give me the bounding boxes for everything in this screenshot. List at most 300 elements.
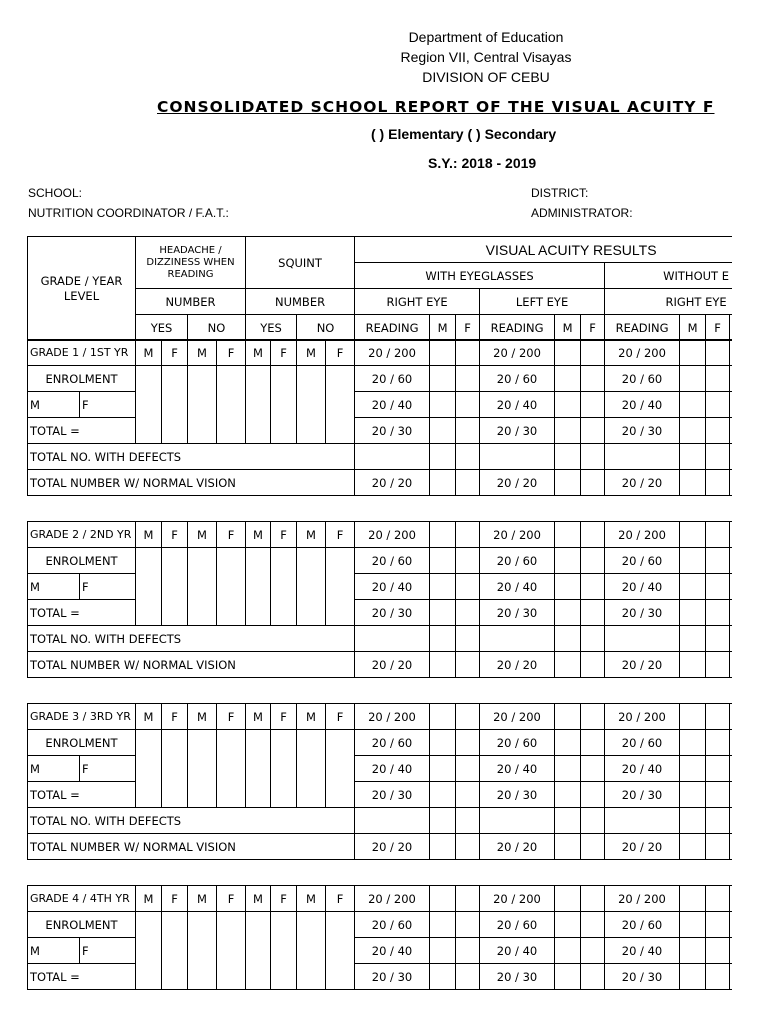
count-cell[interactable] bbox=[730, 652, 732, 678]
count-cell[interactable] bbox=[706, 470, 730, 496]
count-cell[interactable] bbox=[706, 912, 730, 938]
enrolment-m-label: M bbox=[28, 574, 80, 600]
count-cell[interactable] bbox=[555, 392, 581, 418]
count-cell[interactable] bbox=[680, 444, 706, 470]
count-cell[interactable] bbox=[271, 366, 297, 444]
m-cell: M bbox=[297, 522, 326, 548]
count-cell[interactable] bbox=[217, 548, 246, 626]
reading-cell: 20 / 30 bbox=[355, 782, 430, 808]
count-cell[interactable] bbox=[680, 340, 706, 366]
reading-cell: 20 / 40 bbox=[355, 574, 430, 600]
administrator-field: ADMINISTRATOR: bbox=[531, 206, 633, 220]
count-cell[interactable] bbox=[480, 626, 555, 652]
count-cell[interactable] bbox=[581, 574, 605, 600]
count-cell[interactable] bbox=[680, 782, 706, 808]
count-cell[interactable] bbox=[430, 574, 456, 600]
count-cell[interactable] bbox=[555, 756, 581, 782]
count-cell[interactable] bbox=[217, 912, 246, 990]
reading-cell: 20 / 60 bbox=[605, 730, 680, 756]
count-cell[interactable] bbox=[581, 600, 605, 626]
reading-cell: 20 / 40 bbox=[480, 574, 555, 600]
count-cell[interactable] bbox=[430, 626, 456, 652]
results-header: VISUAL ACUITY RESULTS bbox=[355, 237, 732, 263]
count-cell[interactable] bbox=[680, 626, 706, 652]
count-cell[interactable] bbox=[706, 756, 730, 782]
count-cell[interactable] bbox=[456, 834, 480, 860]
count-cell[interactable] bbox=[217, 730, 246, 808]
f-cell: F bbox=[326, 886, 355, 912]
without-glasses-header: WITHOUT E bbox=[605, 263, 732, 289]
reading-cell: 20 / 40 bbox=[355, 756, 430, 782]
count-cell[interactable] bbox=[581, 392, 605, 418]
count-cell[interactable] bbox=[730, 392, 732, 418]
reading-cell: 20 / 60 bbox=[480, 548, 555, 574]
count-cell[interactable] bbox=[555, 730, 581, 756]
count-cell[interactable] bbox=[456, 418, 480, 444]
f-cell: F bbox=[217, 340, 246, 366]
count-cell[interactable] bbox=[162, 548, 188, 626]
count-cell[interactable] bbox=[706, 938, 730, 964]
count-cell[interactable] bbox=[430, 418, 456, 444]
coordinator-field: NUTRITION COORDINATOR / F.A.T.: bbox=[28, 206, 229, 220]
defects-label: TOTAL NO. WITH DEFECTS bbox=[28, 444, 355, 470]
count-cell[interactable] bbox=[581, 366, 605, 392]
count-cell[interactable] bbox=[456, 340, 480, 366]
m-header: M bbox=[680, 315, 706, 341]
count-cell[interactable] bbox=[162, 912, 188, 990]
count-cell[interactable] bbox=[730, 808, 733, 834]
extra-cell bbox=[730, 315, 732, 341]
count-cell[interactable] bbox=[730, 834, 733, 860]
f-cell: F bbox=[162, 886, 188, 912]
count-cell[interactable] bbox=[581, 782, 605, 808]
headache-number-header: NUMBER bbox=[136, 289, 246, 315]
report-title: CONSOLIDATED SCHOOL REPORT OF THE VISUAL ACUITY F bbox=[157, 98, 715, 116]
count-cell[interactable] bbox=[706, 964, 730, 990]
reading-cell: 20 / 60 bbox=[605, 548, 680, 574]
count-cell[interactable] bbox=[680, 652, 706, 678]
count-cell[interactable] bbox=[730, 626, 732, 652]
count-cell[interactable] bbox=[730, 912, 733, 938]
total-label: TOTAL = bbox=[28, 782, 136, 808]
f-cell: F bbox=[162, 704, 188, 730]
count-cell[interactable] bbox=[680, 886, 706, 912]
count-cell[interactable] bbox=[430, 938, 456, 964]
count-cell[interactable] bbox=[246, 366, 271, 444]
count-cell[interactable] bbox=[680, 912, 706, 938]
count-cell[interactable] bbox=[555, 470, 581, 496]
with-left-eye-header: LEFT EYE bbox=[480, 289, 605, 315]
grade-table bbox=[27, 521, 732, 678]
m-cell: M bbox=[246, 886, 271, 912]
count-cell[interactable] bbox=[680, 834, 706, 860]
count-cell[interactable] bbox=[706, 392, 730, 418]
count-cell[interactable] bbox=[555, 938, 581, 964]
count-cell[interactable] bbox=[456, 626, 480, 652]
count-cell[interactable] bbox=[680, 756, 706, 782]
reading-header: READING bbox=[605, 315, 680, 341]
reading-cell: 20 / 60 bbox=[355, 730, 430, 756]
count-cell[interactable] bbox=[680, 522, 706, 548]
count-cell[interactable] bbox=[355, 626, 430, 652]
count-cell[interactable] bbox=[581, 522, 605, 548]
count-cell[interactable] bbox=[430, 912, 456, 938]
count-cell[interactable] bbox=[271, 548, 297, 626]
m-cell: M bbox=[188, 340, 217, 366]
count-cell[interactable] bbox=[430, 444, 456, 470]
count-cell[interactable] bbox=[430, 964, 456, 990]
total-label: TOTAL = bbox=[28, 600, 136, 626]
count-cell[interactable] bbox=[430, 600, 456, 626]
count-cell[interactable] bbox=[430, 886, 456, 912]
count-cell[interactable] bbox=[706, 834, 730, 860]
count-cell[interactable] bbox=[730, 756, 733, 782]
count-cell[interactable] bbox=[581, 444, 605, 470]
count-cell[interactable] bbox=[430, 652, 456, 678]
count-cell[interactable] bbox=[430, 704, 456, 730]
count-cell[interactable] bbox=[271, 730, 297, 808]
count-cell[interactable] bbox=[730, 366, 732, 392]
reading-cell: 20 / 200 bbox=[480, 340, 555, 366]
m-cell: M bbox=[136, 340, 162, 366]
count-cell[interactable] bbox=[555, 574, 581, 600]
f-header: F bbox=[581, 315, 605, 341]
count-cell[interactable] bbox=[680, 730, 706, 756]
count-cell[interactable] bbox=[680, 600, 706, 626]
count-cell[interactable] bbox=[680, 704, 706, 730]
count-cell[interactable] bbox=[555, 418, 581, 444]
reading-cell: 20 / 20 bbox=[605, 652, 680, 678]
count-cell[interactable] bbox=[456, 600, 480, 626]
count-cell[interactable] bbox=[188, 912, 217, 990]
count-cell[interactable] bbox=[706, 366, 730, 392]
grade-label: GRADE 4 / 4TH YR bbox=[28, 886, 136, 912]
count-cell[interactable] bbox=[555, 340, 581, 366]
reading-cell: 20 / 30 bbox=[480, 782, 555, 808]
count-cell[interactable] bbox=[456, 730, 480, 756]
reading-cell: 20 / 30 bbox=[480, 964, 555, 990]
headache-yes-header: YES bbox=[136, 315, 188, 341]
f-cell: F bbox=[217, 522, 246, 548]
m-cell: M bbox=[188, 886, 217, 912]
count-cell[interactable] bbox=[706, 522, 730, 548]
count-cell[interactable] bbox=[555, 548, 581, 574]
count-cell[interactable] bbox=[706, 418, 730, 444]
m-cell: M bbox=[136, 704, 162, 730]
reading-cell: 20 / 60 bbox=[355, 548, 430, 574]
count-cell[interactable] bbox=[136, 912, 162, 990]
count-cell[interactable] bbox=[326, 366, 355, 444]
reading-cell: 20 / 200 bbox=[355, 886, 430, 912]
count-cell[interactable] bbox=[456, 366, 480, 392]
count-cell[interactable] bbox=[188, 730, 217, 808]
count-cell[interactable] bbox=[456, 392, 480, 418]
reading-cell: 20 / 20 bbox=[605, 834, 680, 860]
count-cell[interactable] bbox=[555, 600, 581, 626]
count-cell[interactable] bbox=[430, 366, 456, 392]
count-cell[interactable] bbox=[188, 366, 217, 444]
count-cell[interactable] bbox=[730, 470, 732, 496]
count-cell[interactable] bbox=[355, 444, 430, 470]
count-cell[interactable] bbox=[730, 704, 733, 730]
count-cell[interactable] bbox=[605, 626, 680, 652]
count-cell[interactable] bbox=[456, 782, 480, 808]
m-cell: M bbox=[188, 522, 217, 548]
reading-cell: 20 / 40 bbox=[480, 392, 555, 418]
reading-header: READING bbox=[480, 315, 555, 341]
total-label: TOTAL = bbox=[28, 964, 136, 990]
count-cell[interactable] bbox=[555, 366, 581, 392]
count-cell[interactable] bbox=[271, 912, 297, 990]
count-cell[interactable] bbox=[456, 704, 480, 730]
count-cell[interactable] bbox=[706, 886, 730, 912]
count-cell[interactable] bbox=[555, 964, 581, 990]
defects-label: TOTAL NO. WITH DEFECTS bbox=[28, 626, 355, 652]
count-cell[interactable] bbox=[136, 730, 162, 808]
school-field: SCHOOL: bbox=[28, 186, 83, 200]
enrolment-f-label: F bbox=[80, 756, 136, 782]
count-cell[interactable] bbox=[581, 834, 605, 860]
count-cell[interactable] bbox=[730, 600, 732, 626]
count-cell[interactable] bbox=[730, 574, 732, 600]
reading-cell: 20 / 30 bbox=[355, 418, 430, 444]
m-cell: M bbox=[188, 704, 217, 730]
count-cell[interactable] bbox=[430, 782, 456, 808]
count-cell[interactable] bbox=[246, 548, 271, 626]
enrolment-m-label: M bbox=[28, 756, 80, 782]
reading-cell: 20 / 200 bbox=[480, 886, 555, 912]
count-cell[interactable] bbox=[555, 808, 581, 834]
reading-cell: 20 / 60 bbox=[605, 912, 680, 938]
count-cell[interactable] bbox=[680, 392, 706, 418]
enrolment-f-label: F bbox=[80, 574, 136, 600]
count-cell[interactable] bbox=[456, 756, 480, 782]
count-cell[interactable] bbox=[581, 756, 605, 782]
reading-cell: 20 / 200 bbox=[355, 340, 430, 366]
count-cell[interactable] bbox=[730, 548, 732, 574]
count-cell[interactable] bbox=[555, 444, 581, 470]
enrolment-label: ENROLMENT bbox=[28, 730, 136, 756]
count-cell[interactable] bbox=[297, 366, 326, 444]
f-cell: F bbox=[271, 886, 297, 912]
count-cell[interactable] bbox=[430, 392, 456, 418]
count-cell[interactable] bbox=[706, 782, 730, 808]
grade-table bbox=[27, 703, 732, 860]
enrolment-label: ENROLMENT bbox=[28, 912, 136, 938]
count-cell[interactable] bbox=[706, 730, 730, 756]
count-cell[interactable] bbox=[680, 808, 706, 834]
count-cell[interactable] bbox=[430, 340, 456, 366]
reading-cell: 20 / 60 bbox=[605, 366, 680, 392]
count-cell[interactable] bbox=[581, 418, 605, 444]
count-cell[interactable] bbox=[605, 444, 680, 470]
count-cell[interactable] bbox=[730, 522, 732, 548]
with-glasses-header: WITH EYEGLASSES bbox=[355, 263, 605, 289]
squint-yes-header: YES bbox=[246, 315, 297, 341]
count-cell[interactable] bbox=[456, 652, 480, 678]
count-cell[interactable] bbox=[456, 470, 480, 496]
count-cell[interactable] bbox=[136, 548, 162, 626]
count-cell[interactable] bbox=[456, 444, 480, 470]
headache-no-header: NO bbox=[188, 315, 246, 341]
count-cell[interactable] bbox=[581, 808, 605, 834]
count-cell[interactable] bbox=[680, 964, 706, 990]
count-cell[interactable] bbox=[581, 470, 605, 496]
count-cell[interactable] bbox=[680, 574, 706, 600]
count-cell[interactable] bbox=[456, 808, 480, 834]
reading-cell: 20 / 20 bbox=[480, 834, 555, 860]
count-cell[interactable] bbox=[297, 548, 326, 626]
count-cell[interactable] bbox=[430, 522, 456, 548]
count-cell[interactable] bbox=[162, 366, 188, 444]
defects-label: TOTAL NO. WITH DEFECTS bbox=[28, 808, 355, 834]
count-cell[interactable] bbox=[456, 912, 480, 938]
count-cell[interactable] bbox=[246, 730, 271, 808]
f-cell: F bbox=[217, 704, 246, 730]
district-field: DISTRICT: bbox=[531, 186, 589, 200]
count-cell[interactable] bbox=[581, 886, 605, 912]
reading-cell: 20 / 60 bbox=[480, 730, 555, 756]
reading-cell: 20 / 60 bbox=[480, 912, 555, 938]
count-cell[interactable] bbox=[730, 418, 732, 444]
m-cell: M bbox=[297, 340, 326, 366]
count-cell[interactable] bbox=[555, 522, 581, 548]
normal-vision-label: TOTAL NUMBER W/ NORMAL VISION bbox=[28, 834, 355, 860]
count-cell[interactable] bbox=[326, 730, 355, 808]
count-cell[interactable] bbox=[430, 756, 456, 782]
enrolment-f-label: F bbox=[80, 392, 136, 418]
reading-cell: 20 / 30 bbox=[355, 964, 430, 990]
count-cell[interactable] bbox=[480, 808, 555, 834]
reading-cell: 20 / 60 bbox=[355, 366, 430, 392]
count-cell[interactable] bbox=[326, 912, 355, 990]
grade-table bbox=[27, 339, 732, 496]
region-name: Region VII, Central Visayas bbox=[400, 49, 572, 65]
reading-cell: 20 / 30 bbox=[480, 600, 555, 626]
count-cell[interactable] bbox=[730, 444, 732, 470]
count-cell[interactable] bbox=[730, 938, 733, 964]
m-cell: M bbox=[297, 886, 326, 912]
count-cell[interactable] bbox=[730, 886, 733, 912]
count-cell[interactable] bbox=[581, 548, 605, 574]
count-cell[interactable] bbox=[706, 548, 730, 574]
count-cell[interactable] bbox=[555, 782, 581, 808]
count-cell[interactable] bbox=[456, 938, 480, 964]
count-cell[interactable] bbox=[706, 626, 730, 652]
count-cell[interactable] bbox=[706, 600, 730, 626]
reading-cell: 20 / 40 bbox=[480, 938, 555, 964]
count-cell[interactable] bbox=[581, 704, 605, 730]
count-cell[interactable] bbox=[297, 730, 326, 808]
reading-cell: 20 / 200 bbox=[605, 340, 680, 366]
count-cell[interactable] bbox=[706, 444, 730, 470]
count-cell[interactable] bbox=[555, 704, 581, 730]
count-cell[interactable] bbox=[706, 340, 730, 366]
count-cell[interactable] bbox=[581, 938, 605, 964]
count-cell[interactable] bbox=[730, 782, 733, 808]
reading-cell: 20 / 60 bbox=[480, 366, 555, 392]
count-cell[interactable] bbox=[605, 808, 680, 834]
squint-number-header: NUMBER bbox=[246, 289, 355, 315]
f-cell: F bbox=[271, 522, 297, 548]
count-cell[interactable] bbox=[480, 444, 555, 470]
count-cell[interactable] bbox=[706, 652, 730, 678]
reading-cell: 20 / 20 bbox=[480, 652, 555, 678]
count-cell[interactable] bbox=[555, 912, 581, 938]
count-cell[interactable] bbox=[555, 652, 581, 678]
count-cell[interactable] bbox=[680, 470, 706, 496]
count-cell[interactable] bbox=[730, 340, 732, 366]
count-cell[interactable] bbox=[581, 626, 605, 652]
count-cell[interactable] bbox=[706, 704, 730, 730]
count-cell[interactable] bbox=[581, 912, 605, 938]
count-cell[interactable] bbox=[136, 366, 162, 444]
count-cell[interactable] bbox=[730, 730, 733, 756]
count-cell[interactable] bbox=[430, 730, 456, 756]
count-cell[interactable] bbox=[706, 574, 730, 600]
count-cell[interactable] bbox=[581, 964, 605, 990]
count-cell[interactable] bbox=[456, 522, 480, 548]
count-cell[interactable] bbox=[706, 808, 730, 834]
enrolment-label: ENROLMENT bbox=[28, 548, 136, 574]
m-cell: M bbox=[136, 522, 162, 548]
count-cell[interactable] bbox=[680, 548, 706, 574]
school-year: S.Y.: 2018 - 2019 bbox=[428, 155, 537, 171]
count-cell[interactable] bbox=[581, 340, 605, 366]
grade-level-header: GRADE / YEAR LEVEL bbox=[28, 237, 136, 341]
count-cell[interactable] bbox=[680, 366, 706, 392]
count-cell[interactable] bbox=[680, 938, 706, 964]
count-cell[interactable] bbox=[188, 548, 217, 626]
count-cell[interactable] bbox=[581, 730, 605, 756]
grade-label: GRADE 3 / 3RD YR bbox=[28, 704, 136, 730]
without-right-eye-header: RIGHT EYE bbox=[605, 289, 732, 315]
squint-header: SQUINT bbox=[246, 237, 355, 289]
count-cell[interactable] bbox=[555, 886, 581, 912]
count-cell[interactable] bbox=[326, 548, 355, 626]
f-cell: F bbox=[326, 340, 355, 366]
reading-cell: 20 / 40 bbox=[605, 392, 680, 418]
reading-cell: 20 / 60 bbox=[355, 912, 430, 938]
grade-table bbox=[27, 885, 732, 990]
count-cell[interactable] bbox=[355, 808, 430, 834]
count-cell[interactable] bbox=[680, 418, 706, 444]
total-label: TOTAL = bbox=[28, 418, 136, 444]
count-cell[interactable] bbox=[430, 548, 456, 574]
count-cell[interactable] bbox=[555, 626, 581, 652]
count-cell[interactable] bbox=[581, 652, 605, 678]
count-cell[interactable] bbox=[730, 964, 733, 990]
enrolment-label: ENROLMENT bbox=[28, 366, 136, 392]
m-header: M bbox=[555, 315, 581, 341]
count-cell[interactable] bbox=[456, 574, 480, 600]
count-cell[interactable] bbox=[430, 834, 456, 860]
count-cell[interactable] bbox=[246, 912, 271, 990]
f-cell: F bbox=[326, 704, 355, 730]
count-cell[interactable] bbox=[217, 366, 246, 444]
count-cell[interactable] bbox=[456, 548, 480, 574]
reading-cell: 20 / 20 bbox=[355, 470, 430, 496]
count-cell[interactable] bbox=[456, 886, 480, 912]
count-cell[interactable] bbox=[297, 912, 326, 990]
count-cell[interactable] bbox=[430, 470, 456, 496]
reading-cell: 20 / 40 bbox=[605, 574, 680, 600]
count-cell[interactable] bbox=[555, 834, 581, 860]
count-cell[interactable] bbox=[430, 808, 456, 834]
reading-cell: 20 / 30 bbox=[355, 600, 430, 626]
count-cell[interactable] bbox=[456, 964, 480, 990]
count-cell[interactable] bbox=[162, 730, 188, 808]
